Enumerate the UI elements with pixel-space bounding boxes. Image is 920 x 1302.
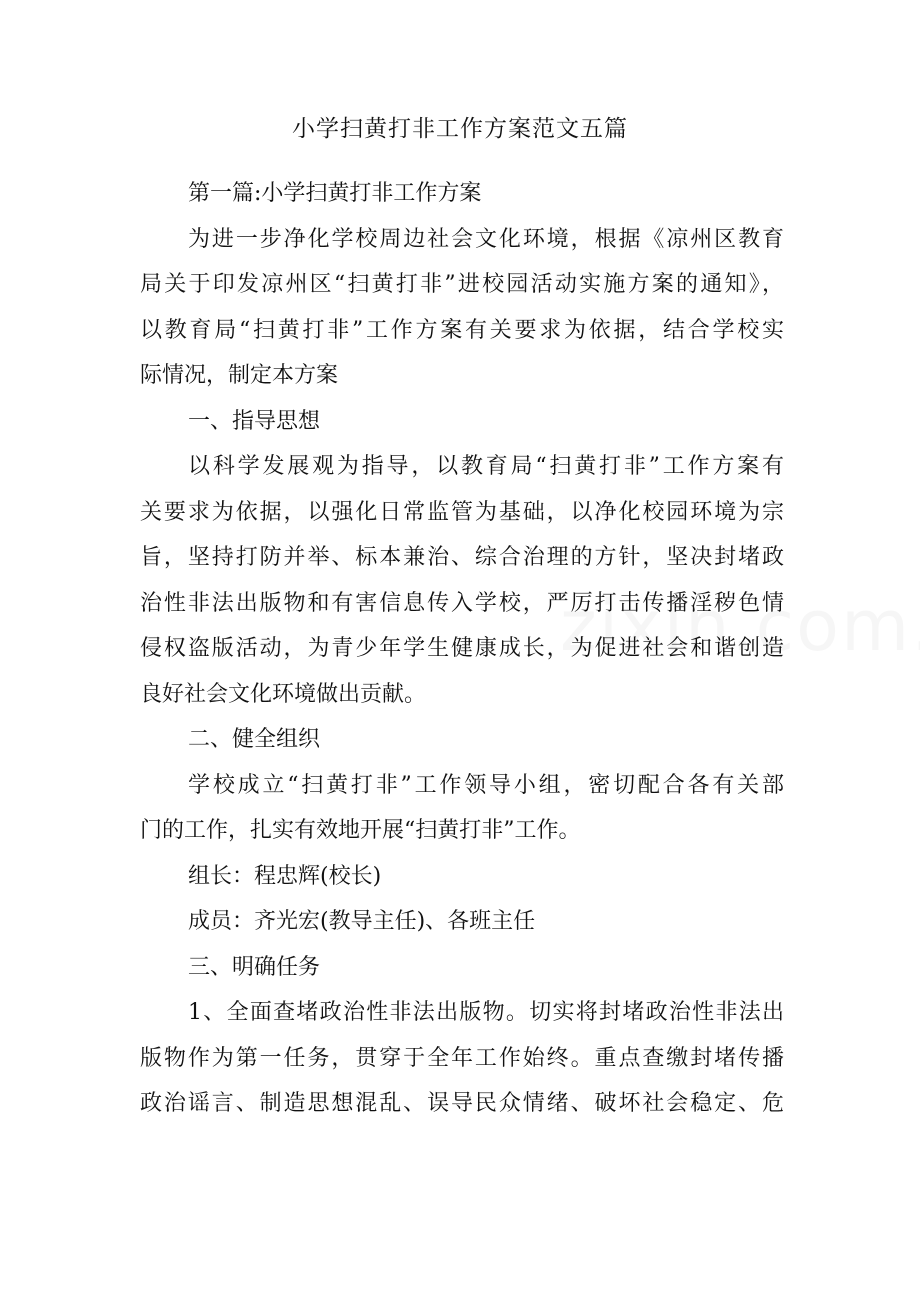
- paragraph-line: 1、全面查堵政治性非法出版物。切实将封堵政治性非法出: [188, 1000, 784, 1025]
- paragraph-line: 侵权盗版活动，为青少年学生健康成长，为促进社会和谐创造: [140, 636, 784, 661]
- paragraph-line: 成员：齐光宏(教导主任)、各班主任: [188, 909, 536, 934]
- paragraph-line: 学校成立“扫黄打非”工作领导小组，密切配合各有关部: [188, 772, 784, 798]
- document-body: [140, 171, 784, 1127]
- paragraph-line: 政治谣言、制造思想混乱、误导民众情绪、破坏社会稳定、危: [140, 1091, 784, 1116]
- paragraph-line: 关要求为依据，以强化日常监管为基础，以净化校园环境为宗: [140, 499, 784, 525]
- paragraph-line: 版物作为第一任务，贯穿于全年工作始终。重点查缴封堵传播: [140, 1045, 784, 1071]
- paragraph-line: 际情况，制定本方案: [140, 363, 339, 388]
- paragraph-line: 第一篇:小学扫黄打非工作方案: [188, 181, 482, 206]
- paragraph-line: 以科学发展观为指导，以教育局“扫黄打非”工作方案有: [188, 454, 784, 479]
- document-title: 小学扫黄打非工作方案范文五篇: [292, 116, 628, 142]
- paragraph-line: 旨，坚持打防并举、标本兼治、综合治理的方针，坚决封堵政: [140, 545, 784, 570]
- paragraph-line: 以教育局“扫黄打非”工作方案有关要求为依据，结合学校实: [140, 317, 784, 343]
- paragraph-line: 治性非法出版物和有害信息传入学校，严厉打击传播淫秽色情: [140, 590, 784, 616]
- paragraph-line: 二、健全组织: [188, 727, 321, 752]
- paragraph-line: 组长：程忠辉(校长): [188, 863, 382, 889]
- paragraph-line: 为进一步净化学校周边社会文化环境，根据《凉州区教育: [188, 226, 784, 252]
- paragraph-line: 一、指导思想: [188, 408, 321, 434]
- paragraph-line: 良好社会文化环境做出贡献。: [140, 681, 427, 707]
- paragraph-line: 门的工作，扎实有效地开展“扫黄打非”工作。: [140, 818, 581, 843]
- paragraph-line: 局关于印发凉州区“扫黄打非”进校园活动实施方案的通知》，: [140, 272, 784, 297]
- paragraph-line: 三、明确任务: [188, 954, 321, 980]
